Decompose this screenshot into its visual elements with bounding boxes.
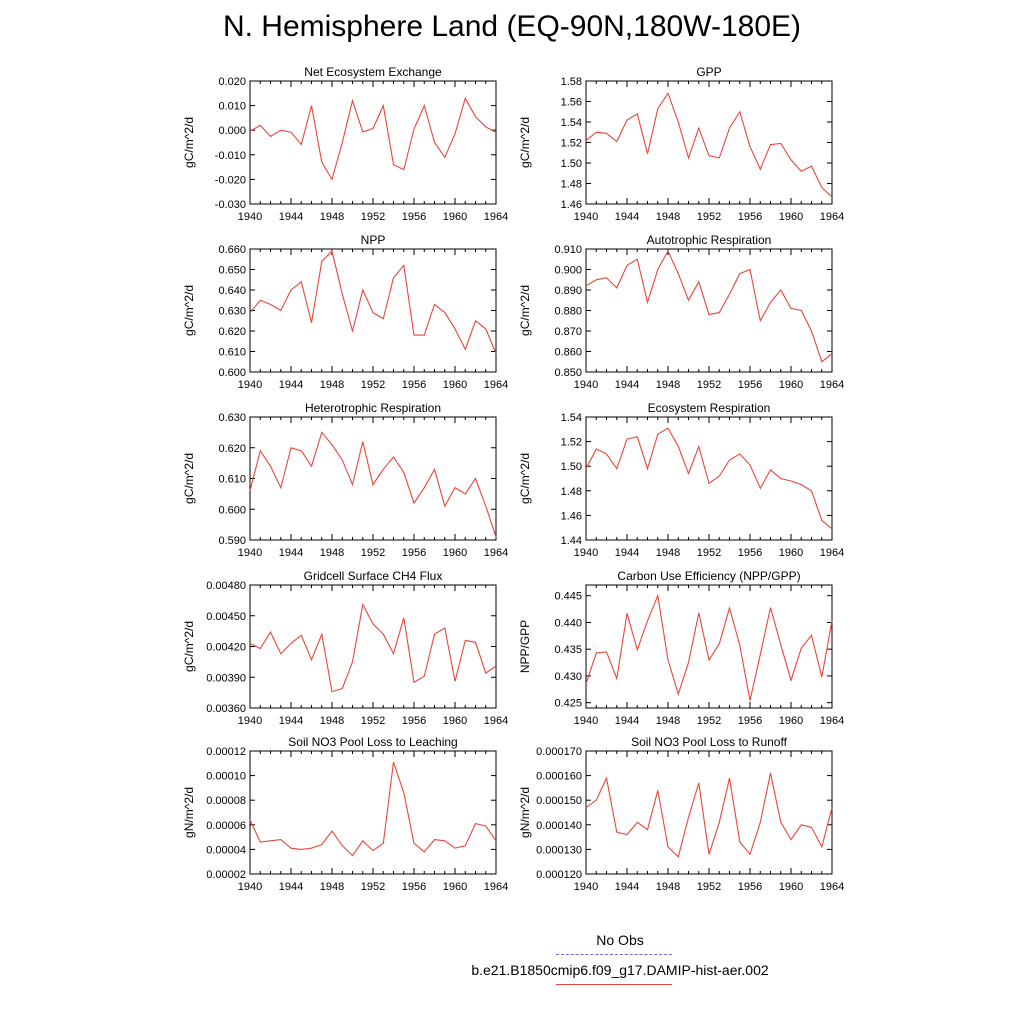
panel-4-xtick-label: 1940 xyxy=(573,379,599,391)
panel-2-xtick-label: 1960 xyxy=(778,211,804,223)
panel-9-xtick-label: 1960 xyxy=(442,881,468,893)
panel-4-ylabel: gC/m^2/d xyxy=(518,285,532,336)
panel-5-xtick-label: 1948 xyxy=(319,547,345,559)
panel-7-xtick-label: 1940 xyxy=(237,715,263,727)
panel-3-ytick-label: 0.610 xyxy=(218,346,246,359)
panel-2-xtick-label: 1940 xyxy=(573,211,599,223)
panel-6-xtick-label: 1960 xyxy=(778,547,804,559)
panel-2-xtick-label: 1952 xyxy=(696,211,722,223)
panel-8-xtick-label: 1964 xyxy=(819,715,845,727)
panel-9-xtick-label: 1956 xyxy=(401,881,427,893)
panel-7-xtick-label: 1948 xyxy=(319,715,345,727)
panel-8-ytick-label: 0.435 xyxy=(554,644,582,657)
panel-8-ytick-label: 0.445 xyxy=(554,590,582,603)
panel-5-ytick-label: 0.590 xyxy=(218,535,246,547)
panel-2-xtick-label: 1944 xyxy=(614,211,640,223)
panel-9-xtick-label: 1940 xyxy=(237,881,263,893)
panel-3-ytick-label: 0.660 xyxy=(218,244,246,256)
panel-3-ytick-label: 0.630 xyxy=(218,305,246,318)
panel-5-ylabel: gC/m^2/d xyxy=(182,453,196,504)
panel-6-ytick-label: 1.52 xyxy=(560,436,582,449)
panel-9-ytick-label: 0.00002 xyxy=(206,869,246,881)
panel-2-xtick-label: 1964 xyxy=(819,211,845,223)
panel-10-ytick-label: 0.000150 xyxy=(536,795,582,808)
panel-7-xtick-label: 1952 xyxy=(360,715,386,727)
panel-8-frame xyxy=(586,585,832,708)
panel-5-xtick-label: 1952 xyxy=(360,547,386,559)
panel-4-ytick-label: 0.880 xyxy=(554,305,582,318)
panel-10-xtick-label: 1948 xyxy=(655,881,681,893)
panel-9-ytick-label: 0.00008 xyxy=(206,795,246,808)
panel-1-xtick-label: 1948 xyxy=(319,211,345,223)
panel-7-ylabel: gC/m^2/d xyxy=(182,621,196,672)
panel-7-xtick-label: 1960 xyxy=(442,715,468,727)
panel-6-ytick-label: 1.44 xyxy=(560,535,582,547)
panel-3-xtick-label: 1960 xyxy=(442,379,468,391)
panel-4-xtick-label: 1960 xyxy=(778,379,804,391)
panel-1-xtick-label: 1960 xyxy=(442,211,468,223)
panel-6-title: Ecosystem Respiration xyxy=(647,401,771,415)
legend-model-label: b.e21.B1850cmip6.f09_g17.DAMIP-hist-aer.002 xyxy=(471,962,769,978)
panel-5-frame xyxy=(250,417,496,540)
panel-9-xtick-label: 1964 xyxy=(483,881,509,893)
panel-10-title: Soil NO3 Pool Loss to Runoff xyxy=(631,735,787,749)
panel-10-xtick-label: 1956 xyxy=(737,881,763,893)
panel-1-ytick-label: -0.030 xyxy=(214,199,246,211)
panel-3-ylabel: gC/m^2/d xyxy=(182,285,196,336)
panel-10-xtick-label: 1960 xyxy=(778,881,804,893)
panel-6-frame xyxy=(586,417,832,540)
panel-1-ytick-label: 0.020 xyxy=(218,76,246,88)
panel-5-ytick-label: 0.630 xyxy=(218,412,246,424)
panel-1-series-line xyxy=(250,98,496,179)
panel-6-ytick-label: 1.54 xyxy=(560,412,582,424)
panel-3-ytick-label: 0.600 xyxy=(218,367,246,379)
panel-9-ylabel: gN/m^2/d xyxy=(182,787,196,838)
panel-7-xtick-label: 1956 xyxy=(401,715,427,727)
panel-4-xtick-label: 1944 xyxy=(614,379,640,391)
panel-9-xtick-label: 1944 xyxy=(278,881,304,893)
panel-3-ytick-label: 0.640 xyxy=(218,285,246,297)
panel-4-ytick-label: 0.860 xyxy=(554,346,582,359)
panel-3-xtick-label: 1944 xyxy=(278,379,304,391)
panel-5-xtick-label: 1944 xyxy=(278,547,304,559)
panel-5-ytick-label: 0.610 xyxy=(218,473,246,486)
panel-8-xtick-label: 1956 xyxy=(737,715,763,727)
panel-4-ytick-label: 0.910 xyxy=(554,244,582,256)
panel-9-ytick-label: 0.00012 xyxy=(206,746,246,758)
panel-6-xtick-label: 1940 xyxy=(573,547,599,559)
panel-7-ytick-label: 0.00420 xyxy=(206,641,246,654)
panel-10-series-line xyxy=(586,773,832,857)
panel-4-title: Autotrophic Respiration xyxy=(646,233,772,247)
panel-10-xtick-label: 1952 xyxy=(696,881,722,893)
panel-1-ytick-label: -0.010 xyxy=(214,149,246,162)
panel-5-title: Heterotrophic Respiration xyxy=(304,401,442,415)
panel-2-ytick-label: 1.58 xyxy=(560,76,582,88)
panel-9-ytick-label: 0.00006 xyxy=(206,819,246,832)
panel-3-xtick-label: 1952 xyxy=(360,379,386,391)
panel-2-ylabel: gC/m^2/d xyxy=(518,117,532,168)
panel-7-title: Gridcell Surface CH4 Flux xyxy=(303,569,443,583)
panel-6-ytick-label: 1.48 xyxy=(560,485,582,498)
panel-2-xtick-label: 1948 xyxy=(655,211,681,223)
panel-5-series-line xyxy=(250,432,496,537)
panel-6-xtick-label: 1964 xyxy=(819,547,845,559)
panel-2-ytick-label: 1.56 xyxy=(560,96,582,109)
panel-10-ytick-label: 0.000160 xyxy=(536,770,582,783)
panel-8-xtick-label: 1952 xyxy=(696,715,722,727)
panel-4-xtick-label: 1952 xyxy=(696,379,722,391)
legend-obs-line xyxy=(556,954,672,955)
panel-3-xtick-label: 1956 xyxy=(401,379,427,391)
panel-5-ytick-label: 0.620 xyxy=(218,442,246,455)
panel-7-xtick-label: 1964 xyxy=(483,715,509,727)
panel-2-xtick-label: 1956 xyxy=(737,211,763,223)
panel-8-xtick-label: 1960 xyxy=(778,715,804,727)
panel-6-ytick-label: 1.46 xyxy=(560,510,582,523)
panel-2-ytick-label: 1.54 xyxy=(560,117,582,129)
panel-7-ytick-label: 0.00450 xyxy=(206,610,246,623)
panel-7-ytick-label: 0.00360 xyxy=(206,703,246,715)
panel-4-ytick-label: 0.870 xyxy=(554,326,582,338)
panel-2-frame xyxy=(586,81,832,204)
panel-4-ytick-label: 0.900 xyxy=(554,264,582,277)
panel-9-xtick-label: 1948 xyxy=(319,881,345,893)
panel-3-ytick-label: 0.650 xyxy=(218,264,246,277)
panel-10-xtick-label: 1944 xyxy=(614,881,640,893)
panel-8-series-line xyxy=(586,596,832,701)
panel-1-ytick-label: -0.020 xyxy=(214,174,246,187)
panel-8-xtick-label: 1940 xyxy=(573,715,599,727)
panel-1-ylabel: gC/m^2/d xyxy=(182,117,196,168)
panel-3-series-line xyxy=(250,251,496,354)
panel-7-xtick-label: 1944 xyxy=(278,715,304,727)
panel-2-ytick-label: 1.46 xyxy=(560,199,582,211)
panel-3-ytick-label: 0.620 xyxy=(218,326,246,338)
panel-1-xtick-label: 1940 xyxy=(237,211,263,223)
panel-6-xtick-label: 1956 xyxy=(737,547,763,559)
panel-7-series-line xyxy=(250,605,496,692)
panel-7-ytick-label: 0.00390 xyxy=(206,672,246,685)
panel-5-xtick-label: 1940 xyxy=(237,547,263,559)
panel-5-ytick-label: 0.600 xyxy=(218,504,246,517)
legend-model-line xyxy=(556,984,672,985)
panel-5-xtick-label: 1964 xyxy=(483,547,509,559)
panel-9-title: Soil NO3 Pool Loss to Leaching xyxy=(288,735,458,749)
panel-6-ylabel: gC/m^2/d xyxy=(518,453,532,504)
panel-6-xtick-label: 1952 xyxy=(696,547,722,559)
panel-8-xtick-label: 1944 xyxy=(614,715,640,727)
panel-10-ytick-label: 0.000140 xyxy=(536,819,582,832)
panel-4-frame xyxy=(586,249,832,372)
panel-9-ytick-label: 0.00010 xyxy=(206,770,246,783)
panel-1-title: Net Ecosystem Exchange xyxy=(304,65,442,79)
panel-9-series-line xyxy=(250,762,496,855)
panel-6-xtick-label: 1944 xyxy=(614,547,640,559)
panel-2-ytick-label: 1.52 xyxy=(560,137,582,150)
panel-2-ytick-label: 1.48 xyxy=(560,178,582,191)
panel-4-ytick-label: 0.850 xyxy=(554,367,582,379)
panel-3-xtick-label: 1940 xyxy=(237,379,263,391)
panel-8-ytick-label: 0.430 xyxy=(554,670,582,683)
panel-6-series-line xyxy=(586,428,832,529)
figure-title: N. Hemisphere Land (EQ-90N,180W-180E) xyxy=(222,10,802,43)
panel-4-xtick-label: 1956 xyxy=(737,379,763,391)
panel-8-ytick-label: 0.425 xyxy=(554,697,582,710)
panel-8-ylabel: NPP/GPP xyxy=(518,619,532,674)
panel-8-xtick-label: 1948 xyxy=(655,715,681,727)
legend-obs-label: No Obs xyxy=(596,932,644,948)
panel-3-frame xyxy=(250,249,496,372)
panel-4-xtick-label: 1964 xyxy=(819,379,845,391)
panel-4-series-line xyxy=(586,251,832,362)
panel-4-xtick-label: 1948 xyxy=(655,379,681,391)
panel-1-xtick-label: 1956 xyxy=(401,211,427,223)
panel-8-ytick-label: 0.440 xyxy=(554,617,582,630)
panel-6-xtick-label: 1948 xyxy=(655,547,681,559)
panel-2-ytick-label: 1.50 xyxy=(560,158,582,170)
panel-1-xtick-label: 1964 xyxy=(483,211,509,223)
panel-10-ytick-label: 0.000130 xyxy=(536,844,582,857)
panel-8-title: Carbon Use Efficiency (NPP/GPP) xyxy=(617,569,801,583)
panel-7-ytick-label: 0.00480 xyxy=(206,580,246,592)
panel-9-xtick-label: 1952 xyxy=(360,881,386,893)
panel-1-ytick-label: 0.010 xyxy=(218,100,246,113)
panel-1-ytick-label: 0.000 xyxy=(218,125,246,138)
panel-9-frame xyxy=(250,751,496,874)
panel-5-xtick-label: 1956 xyxy=(401,547,427,559)
panel-10-ylabel: gN/m^2/d xyxy=(518,787,532,838)
panel-10-ytick-label: 0.000170 xyxy=(536,746,582,758)
panel-1-frame xyxy=(250,81,496,204)
panel-3-xtick-label: 1948 xyxy=(319,379,345,391)
panel-10-xtick-label: 1964 xyxy=(819,881,845,893)
panel-10-frame xyxy=(586,751,832,874)
panel-1-xtick-label: 1944 xyxy=(278,211,304,223)
panel-10-ytick-label: 0.000120 xyxy=(536,869,582,881)
panel-4-ytick-label: 0.890 xyxy=(554,285,582,297)
panel-2-series-line xyxy=(586,93,832,197)
panel-3-title: NPP xyxy=(360,233,386,247)
panel-5-xtick-label: 1960 xyxy=(442,547,468,559)
panel-9-ytick-label: 0.00004 xyxy=(206,844,246,857)
panel-6-ytick-label: 1.50 xyxy=(560,461,582,474)
panel-3-xtick-label: 1964 xyxy=(483,379,509,391)
panel-10-xtick-label: 1940 xyxy=(573,881,599,893)
panel-7-frame xyxy=(250,585,496,708)
panel-2-title: GPP xyxy=(696,65,722,79)
panel-1-xtick-label: 1952 xyxy=(360,211,386,223)
